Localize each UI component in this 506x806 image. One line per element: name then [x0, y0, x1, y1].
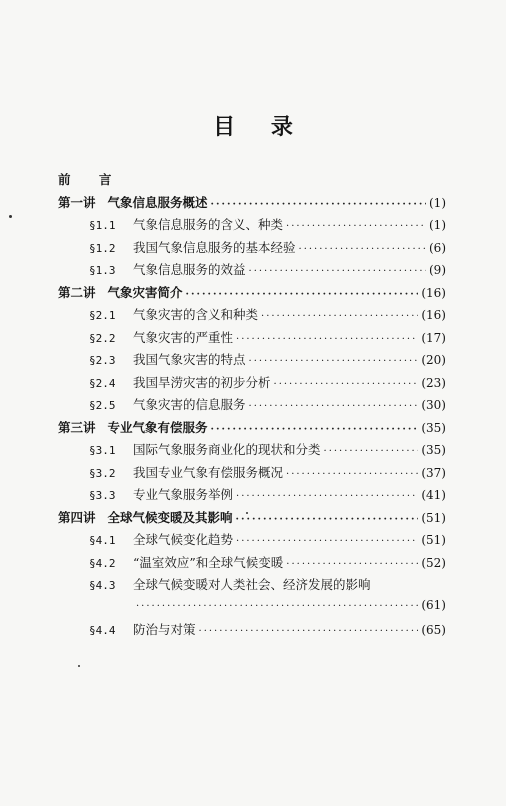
section-entry[interactable] [58, 553, 446, 576]
dot-leader [136, 601, 418, 612]
page-number: (17) [421, 330, 446, 345]
dot-leader [236, 514, 419, 525]
entry-title: 我国旱涝灾害的初步分析 [133, 374, 271, 390]
preface-entry[interactable] [58, 170, 446, 193]
section-entry[interactable] [58, 260, 446, 283]
section-entry[interactable] [58, 215, 446, 238]
entry-number: §2.1 [89, 309, 116, 322]
entry-number: §1.3 [89, 264, 116, 277]
entry-title: 专业气象服务举例 [133, 487, 234, 502]
entry-number: 第三讲 [58, 419, 96, 435]
entry-number: 第一讲 [58, 194, 96, 210]
scan-speck [9, 215, 12, 218]
entry-title: 气象灾害的含义和种类 [133, 307, 259, 322]
entry-title: 我国专业气象有偿服务概况 [133, 464, 284, 480]
dot-leader [236, 491, 418, 502]
dot-leader [261, 311, 418, 322]
section-entry[interactable] [58, 575, 446, 598]
page-number: (9) [429, 263, 446, 277]
entry-number: §4.2 [89, 556, 116, 570]
page-number: (23) [421, 375, 446, 390]
entry-title: 我国气象信息服务的基本经验 [133, 239, 296, 255]
entry-number: §3.1 [89, 444, 116, 457]
entry-title: 全球气候变化趋势 [133, 532, 234, 547]
section-entry[interactable] [58, 395, 446, 418]
entry-number: §4.3 [89, 579, 116, 592]
section-entry[interactable] [58, 530, 446, 553]
dot-leader [211, 199, 426, 210]
entry-title: 专业气象有偿服务 [107, 419, 208, 435]
entry-title: 全球气候变暖及其影响 [107, 509, 233, 525]
dot-leader [199, 626, 419, 637]
page-number: (51) [421, 533, 446, 547]
preface-title: 前 言 [58, 172, 124, 187]
section-entry[interactable] [58, 440, 446, 463]
dot-leader [249, 266, 426, 277]
page-number: (51) [421, 510, 446, 525]
dot-leader [211, 424, 419, 435]
page-title: 目 录 [213, 114, 307, 140]
entry-title: 气象灾害的信息服务 [133, 397, 246, 412]
entry-title: 气象信息服务概述 [107, 194, 208, 210]
entry-number: §3.3 [89, 489, 116, 502]
dot-leader [324, 446, 419, 457]
dot-leader [186, 289, 419, 300]
page-number: (30) [421, 398, 446, 412]
scan-speck [246, 512, 248, 514]
entry-title: 全球气候变暖对人类社会、经济发展的影响 [133, 577, 371, 592]
dot-leader [299, 244, 426, 255]
entry-title: 国际气象服务商业化的现状和分类 [133, 442, 321, 457]
page-number: (1) [429, 195, 446, 210]
section-entry[interactable] [58, 305, 446, 328]
section-entry[interactable] [58, 328, 446, 351]
table-of-contents [58, 170, 446, 643]
entry-title: 气象灾害的严重性 [133, 329, 234, 345]
chapter-entry[interactable] [58, 418, 446, 441]
dot-leader [236, 334, 418, 345]
dot-leader [236, 536, 418, 547]
dot-leader [286, 469, 418, 480]
section-entry[interactable] [58, 598, 446, 621]
toc-list [58, 193, 446, 643]
chapter-entry[interactable] [58, 508, 446, 531]
page-number: (37) [421, 465, 446, 480]
dot-leader [274, 379, 419, 390]
entry-number: §4.1 [89, 534, 116, 547]
page-number: (52) [421, 555, 446, 570]
entry-number: §2.3 [89, 354, 116, 367]
entry-number: §1.1 [89, 219, 116, 232]
entry-number: 第二讲 [58, 284, 96, 300]
entry-number: §4.4 [89, 624, 116, 637]
dot-leader [286, 559, 418, 570]
page-number: (41) [421, 488, 446, 502]
entry-title: 气象信息服务的效益 [133, 262, 246, 277]
entry-title: 气象信息服务的含义、种类 [133, 217, 284, 232]
page-number: (35) [421, 420, 446, 435]
entry-number: 第四讲 [58, 509, 96, 525]
entry-number: §2.4 [89, 376, 116, 390]
page-number: (20) [421, 353, 446, 367]
entry-title: 防治与对策 [133, 622, 196, 637]
page-number: (65) [421, 623, 446, 637]
section-entry[interactable] [58, 620, 446, 643]
entry-number: §3.2 [89, 466, 116, 480]
chapter-entry[interactable] [58, 283, 446, 306]
section-entry[interactable] [58, 485, 446, 508]
entry-title: 我国气象灾害的特点 [133, 352, 246, 367]
dot-leader [286, 221, 426, 232]
entry-number: §2.2 [89, 331, 116, 345]
section-entry[interactable] [58, 373, 446, 396]
dot-leader [249, 356, 419, 367]
chapter-entry[interactable] [58, 193, 446, 216]
page-number: (61) [421, 597, 446, 612]
page-number: (1) [429, 218, 446, 232]
page-number: (16) [421, 285, 446, 300]
dot-leader [249, 401, 419, 412]
entry-title: 气象灾害简介 [107, 284, 183, 300]
page-number: (6) [429, 240, 446, 255]
entry-number: §2.5 [89, 399, 116, 412]
section-entry[interactable] [58, 463, 446, 486]
page-number: (35) [421, 443, 446, 457]
section-entry[interactable] [58, 238, 446, 261]
page-number: (16) [421, 308, 446, 322]
entry-title: “温室效应”和全球气候变暖 [133, 554, 284, 570]
scan-speck [78, 665, 80, 667]
entry-number: §1.2 [89, 241, 116, 255]
section-entry[interactable] [58, 350, 446, 373]
